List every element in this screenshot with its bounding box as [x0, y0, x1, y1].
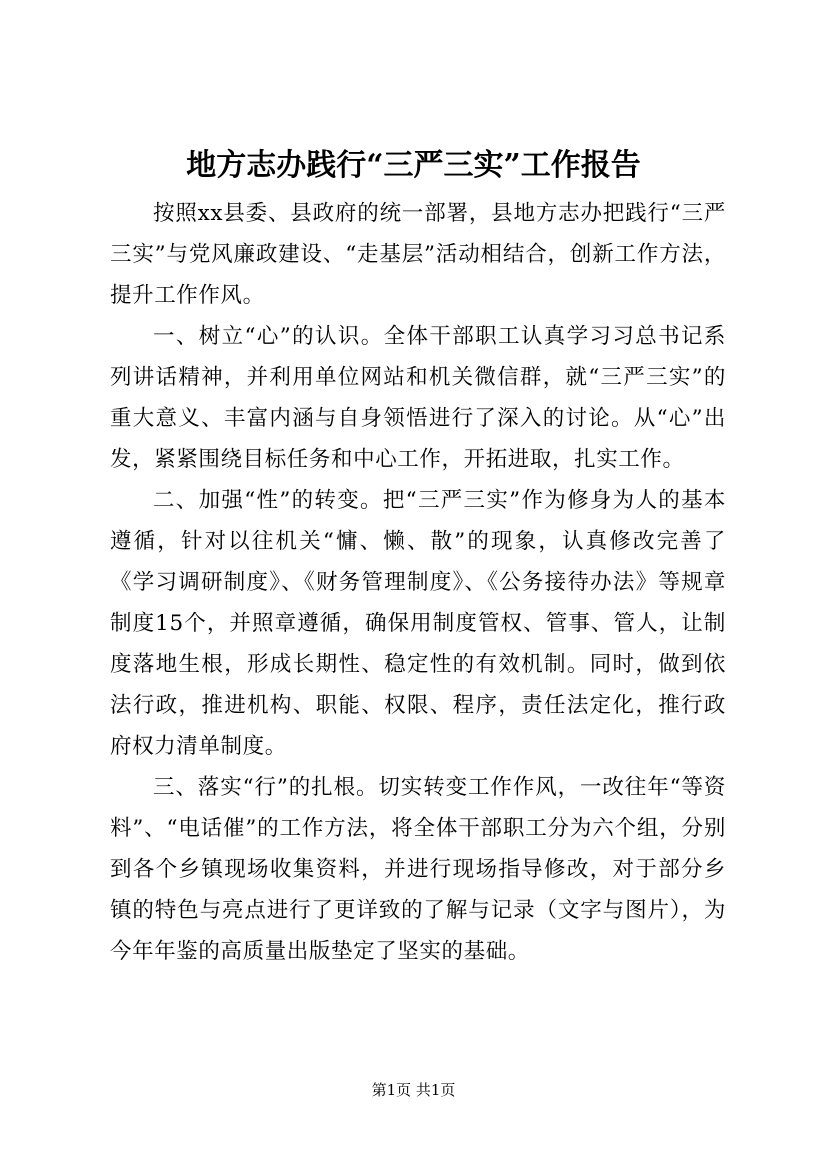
paragraph-section-3: 三、落实“行”的扎根。切实转变工作作风，一改往年“等资料”、“电话催”的工作方法，将全体干部职工分为六个组，分别到各个乡镇现场收集资料，并进行现场指导修改，对于部分乡镇的特色与亮点进行了更详致的了解与记录（文字与图片），为今年年鉴的高质量出版垫定了坚实的基础。: [110, 775, 726, 964]
paragraph-section-2: 二、加强“性”的转变。把“三严三实”作为修身为人的基本遵循，针对以往机关“慵、懒、散”的现象，认真修改完善了《学习调研制度》、《财务管理制度》、《公务接待办法》等规章制度15个，并照章遵循，确保用制度管权、管事、管人，让制度落地生根，形成长期性、稳定性的有效机制。同时，做到依法行政，推进机构、职能、权限、程序，责任法定化，推行政府权力清单制度。: [110, 488, 726, 759]
page-footer: 第1页 共1页: [371, 1081, 456, 1099]
paragraph-intro: 按照xx县委、县政府的统一部署，县地方志办把践行“三严三实”与党风廉政建设、“走基层”活动相结合，创新工作方法，提升工作作风。: [110, 201, 726, 308]
paragraph-section-1: 一、树立“心”的认识。全体干部职工认真学习习总书记系列讲话精神，并利用单位网站和机关微信群，就“三严三实”的重大意义、丰富内涵与自身领悟进行了深入的讨论。从“心”出发，紧紧围绕目标任务和中心工作，开拓进取，扎实工作。: [110, 324, 726, 472]
document-title: 地方志办践行“三严三实”工作报告: [186, 148, 641, 183]
document-body: [110, 193, 726, 972]
